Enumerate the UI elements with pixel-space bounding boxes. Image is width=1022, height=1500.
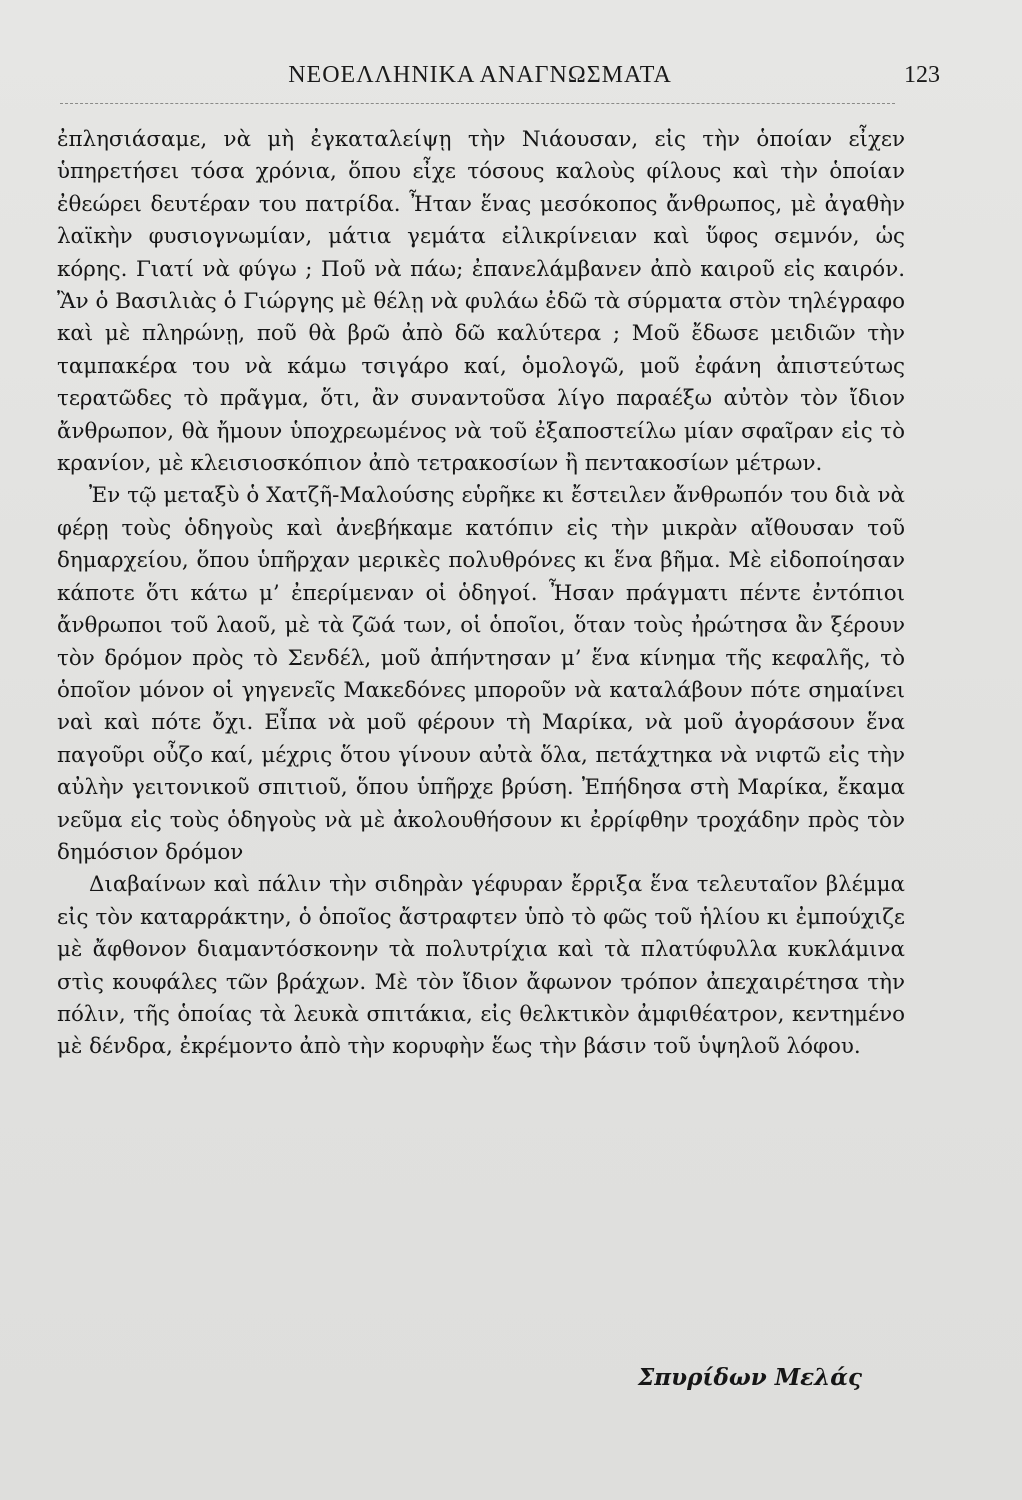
paragraph-3: Διαβαίνων καὶ πάλιν τὴν σιδηρὰν γέφυραν ἔρριξα ἕνα τελευταῖον βλέμμα εἰς τὸν καταρράκτην, ὁ ὁποῖος ἄστραφτεν ὑπὸ τὸ φῶς τοῦ ἡλίου κι ἐμπούχιζε μὲ ἄφθονον διαμαντόσκονην τὰ πολυτρίχια καὶ τὰ πλατύφυλλα κυκλάμινα στὶς κουφάλες τῶν βράχων. Μὲ τὸν ἴδιον ἄφωνον τρόπον ἀπεχαιρέτησα τὴν πόλιν, τῆς ὁποίας τὰ λευκὰ σπιτάκια, εἰς θελκτικὸν ἀμφιθέατρον, κεντημένο μὲ δένδρα, ἐκρέμοντο ἀπὸ τὴν κορυφὴν ἕως τὴν βάσιν τοῦ ὑψηλοῦ λόφου. — [57, 872, 905, 1060]
paragraph-1: ἐπλησιάσαμε, νὰ μὴ ἐγκαταλείψῃ τὴν Νιάουσαν, εἰς τὴν ὁποίαν εἶχεν ὑπηρετήσει τόσα χρόνια, ὅπου εἶχε τόσους καλοὺς φίλους καὶ τὴν ὁποίαν ἐθεώρει δευτέραν του πατρίδα. Ἦταν ἕνας μεσόκοπος ἄνθρωπος, μὲ ἀγαθὴν λαϊκὴν φυσιογνωμίαν, μάτια γεμάτα εἰλικρίνειαν καὶ ὕφος σεμνόν, ὡς κόρης. Γιατί νὰ φύγω ; Ποῦ νὰ πάω; ἐπανελάμβανεν ἀπὸ καιροῦ εἰς καιρόν. Ἂν ὁ Βασιλιὰς ὁ Γιώργης μὲ θέλῃ νὰ φυλάω ἐδῶ τὰ σύρματα στὸν τηλέγραφο καὶ μὲ πληρώνῃ, ποῦ θὰ βρῶ ἀπὸ δῶ καλύτερα ; Μοῦ ἔδωσε μειδιῶν τὴν ταμπακέρα του νὰ κάμω τσιγάρο καί, ὁμολογῶ, μοῦ ἐφάνη ἀπιστεύτως τερατῶδες τὸ πρᾶγμα, ὅτι, ἂν συναντοῦσα λίγο παραέξω αὐτὸν τὸν ἴδιον ἄνθρωπον, θὰ ἤμουν ὑποχρεωμένος νὰ τοῦ ἐξαποστείλω μίαν σφαῖραν εἰς τὸ κρανίον, μὲ κλεισιοσκόπιον ἀπὸ τετρακοσίων ἢ πεντακοσίων μέτρων. — [57, 127, 905, 477]
running-head — [60, 62, 940, 96]
page-number: 123 — [904, 62, 940, 88]
author-signature: Σπυρίδων Μελάς — [638, 1364, 862, 1391]
header-rule — [60, 103, 895, 104]
paragraph-2: Ἐν τῷ μεταξὺ ὁ Χατζῆ-Μαλούσης εὑρῆκε κι ἔστειλεν ἄνθρωπόν του διὰ νὰ φέρῃ τοὺς ὁδηγοὺς καὶ ἀνεβήκαμε κατόπιν εἰς τὴν μικρὰν αἴθουσαν τοῦ δημαρχείου, ὅπου ὑπῆρχαν μερικὲς πολυθρόνες κι ἕνα βῆμα. Μὲ εἰδοποίησαν κάποτε ὅτι κάτω μ’ ἐπερίμεναν οἱ ὁδηγοί. Ἦσαν πράγματι πέντε ἐντόπιοι ἄνθρωποι τοῦ λαοῦ, μὲ τὰ ζῶά των, οἱ ὁποῖοι, ὅταν τοὺς ἠρώτησα ἂν ξέρουν τὸν δρόμον πρὸς τὸ Σενδέλ, μοῦ ἀπήντησαν μ’ ἕνα κίνημα τῆς κεφαλῆς, τὸ ὁποῖον μόνον οἱ γηγενεῖς Μακεδόνες μποροῦν νὰ καταλάβουν πότε σημαίνει ναὶ καὶ πότε ὄχι. Εἶπα νὰ μοῦ φέρουν τὴ Μαρίκα, νὰ μοῦ ἀγοράσουν ἕνα παγοῦρι οὖζο καί, μέχρις ὅτου γίνουν αὐτὰ ὅλα, πετάχτηκα νὰ νιφτῶ εἰς τὴν αὐλὴν γειτονικοῦ σπιτιοῦ, ὅπου ὑπῆρχε βρύση. Ἐπήδησα στὴ Μαρίκα, ἔκαμα νεῦμα εἰς τοὺς ὁδηγοὺς νὰ μὲ ἀκολουθήσουν κι ἐρρίφθην τροχάδην πρὸς τὸν δημόσιον δρόμον — [57, 483, 905, 865]
running-title: ΝΕΟΕΛΛΗΝΙΚΑ ΑΝΑΓΝΩΣΜΑΤΑ — [288, 62, 672, 88]
body-text — [57, 124, 905, 1064]
